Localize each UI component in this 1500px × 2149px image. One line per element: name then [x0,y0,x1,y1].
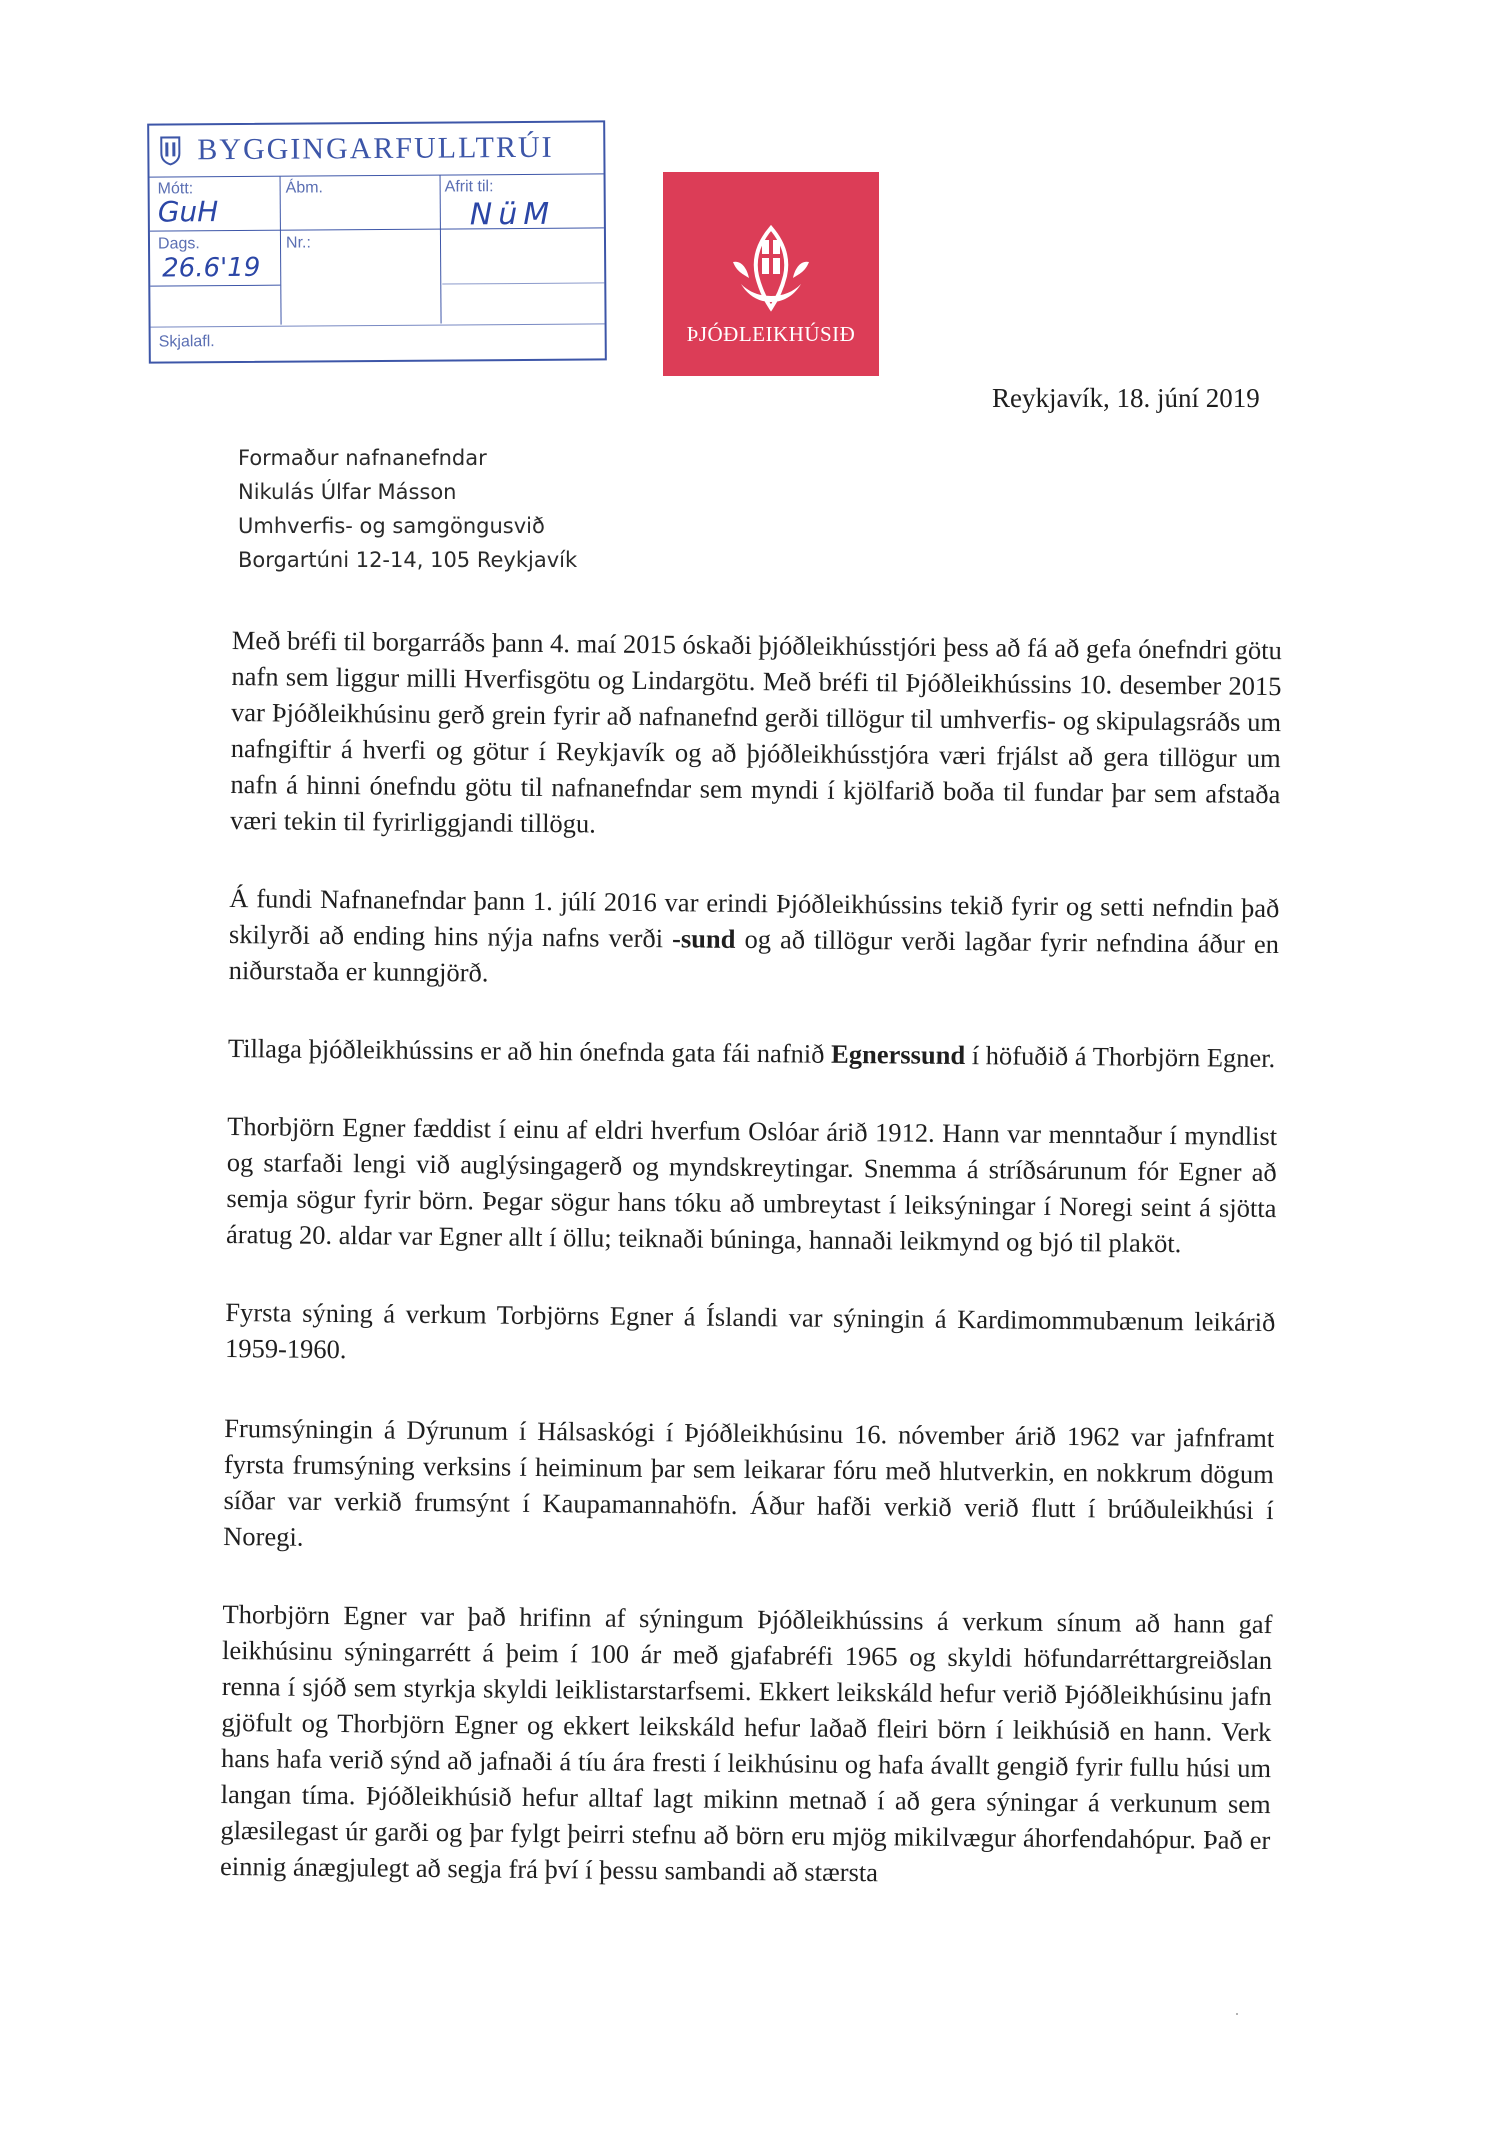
stamp-rule [442,282,604,284]
stamp-label-abm: Ábm. [285,179,324,197]
recipient-address [238,441,577,577]
paragraph [228,1030,1278,1076]
stamp-rule [150,285,280,287]
suffix-emphasis: -sund [671,923,736,954]
paragraph: Frumsýningin á Dýrunum í Hálsaskógi í Þjóðleikhúsinu 16. nóvember árið 1962 var jafnframt fyrsta frumsýning verksins í heiminum þar sem leikarar fóru með hlutverkin, en nokkrum dögum síðar var verkið frumsýnt í Kaupamannahöfn. Áður hafði verkið verið flutt í brúðuleikhúsi í Noregi. [223,1412,1275,1552]
reykjavik-crest-icon [159,135,181,165]
recipient-line: Nikulás Úlfar Másson [238,480,457,504]
recipient-line: Formaður nafnanefndar [238,446,487,470]
letter-body [219,622,1281,1936]
paragraph-text: í höfuðið á Thorbjörn Egner. [971,1040,1276,1074]
letter-date: Reykjavík, 18. júní 2019 [992,383,1260,413]
paragraph [228,880,1279,998]
stamp-label-afrit: Afrit til: [444,178,494,196]
stamp-handwritten-afrit: NüM [469,196,556,233]
stamp-label-mott: Mótt: [157,180,194,198]
stamp-label-skjalafl: Skjalafl. [158,333,215,351]
stamp-label-nr: Nr.: [285,234,311,252]
stamp-header [159,131,553,168]
intake-stamp [147,120,607,363]
stamp-rule [151,323,605,327]
stamp-handwritten-date: 26.6'19 [162,252,261,284]
scan-speck [1236,2013,1238,2015]
paragraph: Thorbjörn Egner var það hrifinn af sýningum Þjóðleikhússins á verkum sínum að hann gaf leikhúsinu sýningarrétt á þeim í 100 ár með gjafabréfi 1965 og skyldi höfundarréttargreiðslan renna í sjóð sem styrkja skyldi leiklistarstarfsemi. Ekkert leikskáld hefur verið Þjóðleikhúsinu jafn gjöfult og Thorbjörn Egner og ekkert leikskáld hefur laðað fleiri börn í leikhúsið en hann. Verk hans hafa verið sýnd að jafnaði á tíu ára fresti í leikhúsinu og hafa ávallt gengið fyrir fullu húsi um langan tíma. Þjóðleikhúsið hefur alltaf lagt mikinn metnað í að gera sýningar á verkunum sem glæsilegast úr garði og þar fylgt þeirri stefnu að börn eru mjög mikilvægur áhorfendahópur. Það er einnig ánægjulegt að segja frá því í þessu sambandi að stærsta [219,1598,1273,1888]
stamp-title: BYGGINGARFULLTRÚI [197,130,554,167]
paragraph: Thorbjörn Egner fæddist í einu af eldri hverfum Oslóar árið 1912. Hann var menntaður í myndlist og starfaði lengi við auglýsingagerð og myndskreytingar. Snemma á stríðsárunum fór Egner að semja sögur fyrir börn. Þegar sögur hans tóku að umbreytast í leiksýningar í Noregi seint á sjötta áratug 20. aldar var Egner allt í öllu; teiknaði búninga, hannaði leikmynd og bjó til plaköt. [225,1110,1278,1259]
stamp-label-dags: Dags. [157,235,200,253]
stamp-rule [280,177,282,325]
stamp-rule [150,173,604,177]
paragraph-text: Á fundi Nafnanefndar þann 1. júlí 2016 var erindi Þjóðleikhússins tekið fyrir og setti nefndin það skilyrði að ending hins nýja nafns verði [228,882,1280,954]
stamp-rule [440,176,442,324]
paragraph-text: og að tillögur verði lagðar fyrir nefndina áður en niðurstaða er kunngjörð. [228,923,1280,988]
theatre-logo [663,172,879,376]
proposed-name: Egnerssund [830,1038,966,1071]
paragraph-text: Tillaga þjóðleikhússins er að hin ónefnda gata fái nafnið [227,1032,825,1069]
theatre-emblem-icon [723,222,819,314]
theatre-name: ÞJÓÐLEIKHÚSIÐ [686,322,856,346]
recipient-line: Borgartúni 12-14, 105 Reykjavík [238,548,578,572]
recipient-line: Umhverfis- og samgöngusvið [238,514,545,538]
paragraph: Fyrsta sýning á verkum Torbjörns Egner á Íslandi var sýningin á Kardimommubænum leikárið 1959-1960. [224,1296,1276,1365]
paragraph: Með bréfi til borgarráðs þann 4. maí 2015 óskaði þjóðleikhússtjóri þess að fá að gefa ónefndri götu nafn sem liggur milli Hverfisgötu og Lindargötu. Með bréfi til Þjóðleikhússins 10. desember 2015 var Þjóðleikhúsinu gerð grein fyrir að nafnanefnd gerði tillögur til umhverfis- og skipulagsráðs um nafngiftir á hverfi og götur í Reykjavík og að þjóðleikhússtjóra væri frjálst að gera tillögur um nafn á hinni ónefndu götu til nafnanefndar sem myndi í kjölfarið boða til fundar þar sem afstaða væri tekin til fyrirliggjandi tillögu. [229,624,1282,839]
stamp-handwritten-mott: GuH [157,195,219,229]
